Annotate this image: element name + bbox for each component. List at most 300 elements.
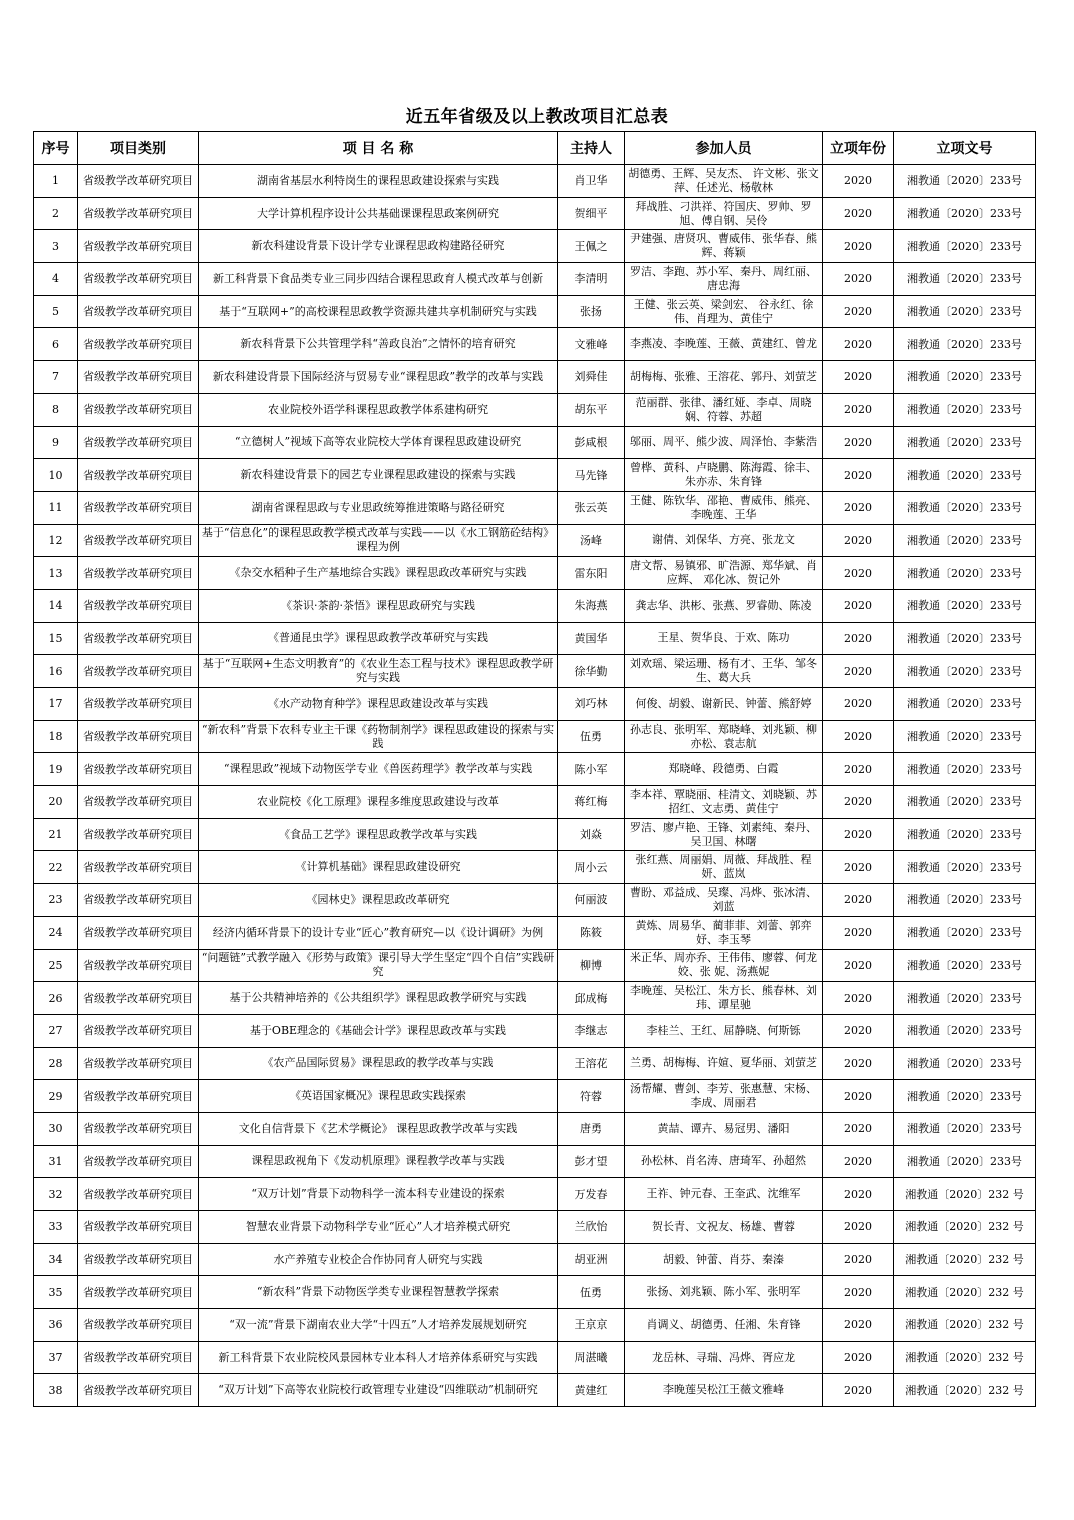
cell-doc-number: 湘教通〔2020〕233号 bbox=[894, 622, 1036, 655]
cell-category: 省级教学改革研究项目 bbox=[78, 589, 199, 622]
cell-year: 2020 bbox=[823, 1047, 894, 1080]
cell-members: 王健、陈钦华、邵艳、曹威伟、熊亮、李晚莲、王华 bbox=[625, 491, 823, 524]
cell-year: 2020 bbox=[823, 655, 894, 688]
cell-doc-number: 湘教通〔2020〕233号 bbox=[894, 459, 1036, 492]
table-row bbox=[34, 263, 1036, 296]
cell-category: 省级教学改革研究项目 bbox=[78, 491, 199, 524]
header-row bbox=[34, 132, 1036, 165]
cell-category: 省级教学改革研究项目 bbox=[78, 459, 199, 492]
cell-members: 李晚莲吴松江王薇文雅峰 bbox=[625, 1374, 823, 1407]
table-body bbox=[34, 165, 1036, 1407]
cell-no: 11 bbox=[34, 491, 78, 524]
cell-members: 唐文帮、易镇邪、旷浩源、郑华斌、肖应辉、 邓化冰、贺记外 bbox=[625, 557, 823, 590]
cell-project-name: 基于OBE理念的《基础会计学》课程思政改革与实践 bbox=[199, 1014, 558, 1047]
cell-members: 李晚莲、吴松江、朱方长、熊春林、刘玮、谭星驰 bbox=[625, 982, 823, 1015]
cell-doc-number: 湘教通〔2020〕233号 bbox=[894, 295, 1036, 328]
cell-doc-number: 湘教通〔2020〕233号 bbox=[894, 230, 1036, 263]
cell-project-name: 基于公共精神培养的《公共组织学》课程思政教学研究与实践 bbox=[199, 982, 558, 1015]
cell-category: 省级教学改革研究项目 bbox=[78, 1112, 199, 1145]
col-header-doc: 立项文号 bbox=[894, 132, 1036, 165]
cell-doc-number: 湘教通〔2020〕233号 bbox=[894, 524, 1036, 557]
cell-year: 2020 bbox=[823, 230, 894, 263]
col-header-members: 参加人员 bbox=[625, 132, 823, 165]
cell-host: 张扬 bbox=[558, 295, 625, 328]
cell-host: 邱成梅 bbox=[558, 982, 625, 1015]
cell-category: 省级教学改革研究项目 bbox=[78, 916, 199, 949]
table-row bbox=[34, 1014, 1036, 1047]
cell-host: 兰欣怡 bbox=[558, 1211, 625, 1244]
table-row bbox=[34, 230, 1036, 263]
cell-host: 唐勇 bbox=[558, 1112, 625, 1145]
cell-no: 37 bbox=[34, 1341, 78, 1374]
cell-project-name: 新农科建设背景下国际经济与贸易专业“课程思政”教学的改革与实践 bbox=[199, 361, 558, 394]
cell-year: 2020 bbox=[823, 1276, 894, 1309]
cell-project-name: 《英语国家概况》课程思政实践探索 bbox=[199, 1080, 558, 1113]
cell-host: 彭咸根 bbox=[558, 426, 625, 459]
cell-year: 2020 bbox=[823, 851, 894, 884]
cell-year: 2020 bbox=[823, 1145, 894, 1178]
cell-no: 2 bbox=[34, 197, 78, 230]
table-row bbox=[34, 688, 1036, 721]
table-row bbox=[34, 1178, 1036, 1211]
cell-members: 王祚、钟元春、王奎武、沈维军 bbox=[625, 1178, 823, 1211]
cell-doc-number: 湘教通〔2020〕232 号 bbox=[894, 1178, 1036, 1211]
cell-category: 省级教学改革研究项目 bbox=[78, 1211, 199, 1244]
cell-members: 黄喆、谭卉、易冠男、潘阳 bbox=[625, 1112, 823, 1145]
cell-doc-number: 湘教通〔2020〕232 号 bbox=[894, 1211, 1036, 1244]
cell-category: 省级教学改革研究项目 bbox=[78, 1276, 199, 1309]
cell-no: 25 bbox=[34, 949, 78, 982]
cell-year: 2020 bbox=[823, 1112, 894, 1145]
cell-category: 省级教学改革研究项目 bbox=[78, 851, 199, 884]
cell-host: 胡东平 bbox=[558, 393, 625, 426]
cell-year: 2020 bbox=[823, 557, 894, 590]
cell-project-name: 湖南省课程思政与专业思政统筹推进策略与路径研究 bbox=[199, 491, 558, 524]
cell-year: 2020 bbox=[823, 491, 894, 524]
table-row bbox=[34, 557, 1036, 590]
cell-project-name: 基于“互联网+生态文明教育”的《农业生态工程与技术》课程思政教学研究与实践 bbox=[199, 655, 558, 688]
cell-no: 19 bbox=[34, 753, 78, 786]
page-title: 近五年省级及以上教改项目汇总表 bbox=[405, 107, 669, 127]
cell-doc-number: 湘教通〔2020〕233号 bbox=[894, 361, 1036, 394]
cell-host: 胡亚洲 bbox=[558, 1243, 625, 1276]
table-row bbox=[34, 1211, 1036, 1244]
cell-host: 伍勇 bbox=[558, 1276, 625, 1309]
cell-members: 张扬、刘兆颖、陈小军、张明军 bbox=[625, 1276, 823, 1309]
cell-category: 省级教学改革研究项目 bbox=[78, 328, 199, 361]
cell-doc-number: 湘教通〔2020〕233号 bbox=[894, 1112, 1036, 1145]
cell-year: 2020 bbox=[823, 361, 894, 394]
col-header-category: 项目类别 bbox=[78, 132, 199, 165]
cell-members: 兰勇、胡梅梅、许媗、夏华丽、刘萤芝 bbox=[625, 1047, 823, 1080]
cell-no: 35 bbox=[34, 1276, 78, 1309]
cell-members: 李本祥、覃晓丽、桂清文、刘晓颖、苏招红、文志勇、黄佳宁 bbox=[625, 786, 823, 819]
cell-members: 胡德勇、王辉、吴友杰、 许文彬、张文萍、任述光、杨敬林 bbox=[625, 165, 823, 198]
cell-project-name: 水产养殖专业校企合作协同育人研究与实践 bbox=[199, 1243, 558, 1276]
cell-doc-number: 湘教通〔2020〕233号 bbox=[894, 589, 1036, 622]
cell-no: 6 bbox=[34, 328, 78, 361]
cell-category: 省级教学改革研究项目 bbox=[78, 1341, 199, 1374]
cell-no: 12 bbox=[34, 524, 78, 557]
cell-project-name: “双万计划”背景下动物科学一流本科专业建设的探索 bbox=[199, 1178, 558, 1211]
cell-doc-number: 湘教通〔2020〕233号 bbox=[894, 1080, 1036, 1113]
cell-host: 李继志 bbox=[558, 1014, 625, 1047]
cell-host: 朱海燕 bbox=[558, 589, 625, 622]
cell-project-name: 智慧农业背景下动物科学专业“匠心”人才培养模式研究 bbox=[199, 1211, 558, 1244]
cell-host: 贺细平 bbox=[558, 197, 625, 230]
cell-doc-number: 湘教通〔2020〕233号 bbox=[894, 688, 1036, 721]
col-header-name: 项 目 名 称 bbox=[199, 132, 558, 165]
cell-host: 黄国华 bbox=[558, 622, 625, 655]
cell-host: 刘舜佳 bbox=[558, 361, 625, 394]
cell-doc-number: 湘教通〔2020〕233号 bbox=[894, 982, 1036, 1015]
cell-category: 省级教学改革研究项目 bbox=[78, 884, 199, 917]
cell-project-name: 大学计算机程序设计公共基础课课程思政案例研究 bbox=[199, 197, 558, 230]
cell-year: 2020 bbox=[823, 393, 894, 426]
cell-project-name: “双一流”背景下湖南农业大学“十四五”人才培养发展规划研究 bbox=[199, 1309, 558, 1342]
cell-no: 1 bbox=[34, 165, 78, 198]
table-row bbox=[34, 295, 1036, 328]
cell-doc-number: 湘教通〔2020〕233号 bbox=[894, 1145, 1036, 1178]
cell-host: 刘焱 bbox=[558, 818, 625, 851]
cell-project-name: “问题链”式教学融入《形势与政策》课引导大学生坚定“四个自信”实践研究 bbox=[199, 949, 558, 982]
cell-project-name: 《计算机基础》课程思政建设研究 bbox=[199, 851, 558, 884]
cell-category: 省级教学改革研究项目 bbox=[78, 197, 199, 230]
cell-project-name: 湖南省基层水利特岗生的课程思政建设探索与实践 bbox=[199, 165, 558, 198]
table-row bbox=[34, 1374, 1036, 1407]
cell-category: 省级教学改革研究项目 bbox=[78, 393, 199, 426]
cell-year: 2020 bbox=[823, 459, 894, 492]
table-row bbox=[34, 753, 1036, 786]
cell-year: 2020 bbox=[823, 1211, 894, 1244]
cell-year: 2020 bbox=[823, 753, 894, 786]
cell-category: 省级教学改革研究项目 bbox=[78, 426, 199, 459]
cell-year: 2020 bbox=[823, 328, 894, 361]
cell-no: 38 bbox=[34, 1374, 78, 1407]
cell-year: 2020 bbox=[823, 818, 894, 851]
cell-members: 拜战胜、刁洪祥、符国庆、罗帅、罗旭、傅自钢、吴伶 bbox=[625, 197, 823, 230]
cell-project-name: 农业院校外语学科课程思政教学体系建构研究 bbox=[199, 393, 558, 426]
cell-category: 省级教学改革研究项目 bbox=[78, 1178, 199, 1211]
cell-category: 省级教学改革研究项目 bbox=[78, 1145, 199, 1178]
table-row bbox=[34, 818, 1036, 851]
cell-host: 雷东阳 bbox=[558, 557, 625, 590]
summary-table bbox=[33, 131, 1036, 1407]
cell-host: 刘巧林 bbox=[558, 688, 625, 721]
cell-year: 2020 bbox=[823, 197, 894, 230]
col-header-host: 主持人 bbox=[558, 132, 625, 165]
cell-members: 王星、贺华良、于欢、陈功 bbox=[625, 622, 823, 655]
cell-year: 2020 bbox=[823, 720, 894, 753]
cell-year: 2020 bbox=[823, 1243, 894, 1276]
cell-year: 2020 bbox=[823, 884, 894, 917]
cell-doc-number: 湘教通〔2020〕233号 bbox=[894, 786, 1036, 819]
cell-members: 胡毅、钟蕾、肖芬、秦溱 bbox=[625, 1243, 823, 1276]
table-row bbox=[34, 1145, 1036, 1178]
cell-project-name: 文化自信背景下《艺术学概论》 课程思政教学改革与实践 bbox=[199, 1112, 558, 1145]
cell-members: 谢倩、刘保华、方亮、张龙文 bbox=[625, 524, 823, 557]
table-row bbox=[34, 393, 1036, 426]
cell-year: 2020 bbox=[823, 688, 894, 721]
cell-project-name: 《园林史》课程思政改革研究 bbox=[199, 884, 558, 917]
cell-project-name: 新农科建设背景下的园艺专业课程思政建设的探索与实践 bbox=[199, 459, 558, 492]
table-row bbox=[34, 655, 1036, 688]
cell-year: 2020 bbox=[823, 1374, 894, 1407]
cell-year: 2020 bbox=[823, 165, 894, 198]
cell-project-name: 农业院校《化工原理》课程多维度思政建设与改革 bbox=[199, 786, 558, 819]
cell-members: 尹建强、唐贤巩、曹威伟、张华春、熊辉、蒋颖 bbox=[625, 230, 823, 263]
cell-doc-number: 湘教通〔2020〕232 号 bbox=[894, 1341, 1036, 1374]
table-row bbox=[34, 197, 1036, 230]
cell-no: 10 bbox=[34, 459, 78, 492]
table-row bbox=[34, 884, 1036, 917]
table-row bbox=[34, 1341, 1036, 1374]
table-row bbox=[34, 589, 1036, 622]
cell-year: 2020 bbox=[823, 295, 894, 328]
cell-members: 龙岳林、寻瑞、冯烨、胥应龙 bbox=[625, 1341, 823, 1374]
cell-doc-number: 湘教通〔2020〕233号 bbox=[894, 165, 1036, 198]
cell-category: 省级教学改革研究项目 bbox=[78, 818, 199, 851]
cell-doc-number: 湘教通〔2020〕233号 bbox=[894, 1047, 1036, 1080]
cell-members: 曹盼、邓益成、吴璨、冯烨、张冰清、刘蓝 bbox=[625, 884, 823, 917]
cell-project-name: 《食品工艺学》课程思政教学改革与实践 bbox=[199, 818, 558, 851]
cell-members: 李桂兰、王红、屈静晓、何斯铄 bbox=[625, 1014, 823, 1047]
cell-members: 罗洁、李跑、苏小军、秦丹、周红丽、唐忠海 bbox=[625, 263, 823, 296]
cell-year: 2020 bbox=[823, 1080, 894, 1113]
cell-category: 省级教学改革研究项目 bbox=[78, 1374, 199, 1407]
table-row bbox=[34, 786, 1036, 819]
cell-members: 米正华、周亦乔、王伟伟、廖蓉、何龙姣、张 妮、汤燕妮 bbox=[625, 949, 823, 982]
cell-category: 省级教学改革研究项目 bbox=[78, 557, 199, 590]
cell-members: 孙松林、肖名涛、唐琦军、孙超然 bbox=[625, 1145, 823, 1178]
cell-no: 7 bbox=[34, 361, 78, 394]
cell-year: 2020 bbox=[823, 1014, 894, 1047]
cell-doc-number: 湘教通〔2020〕233号 bbox=[894, 851, 1036, 884]
cell-project-name: 新农科建设背景下设计学专业课程思政构建路径研究 bbox=[199, 230, 558, 263]
cell-doc-number: 湘教通〔2020〕233号 bbox=[894, 328, 1036, 361]
cell-year: 2020 bbox=[823, 589, 894, 622]
cell-doc-number: 湘教通〔2020〕233号 bbox=[894, 753, 1036, 786]
cell-host: 王京京 bbox=[558, 1309, 625, 1342]
cell-doc-number: 湘教通〔2020〕233号 bbox=[894, 884, 1036, 917]
table-row bbox=[34, 1243, 1036, 1276]
cell-members: 龚志华、洪彬、张燕、罗睿勋、陈凌 bbox=[625, 589, 823, 622]
cell-year: 2020 bbox=[823, 524, 894, 557]
cell-category: 省级教学改革研究项目 bbox=[78, 295, 199, 328]
cell-project-name: 《杂交水稻种子生产基地综合实践》课程思政改革研究与实践 bbox=[199, 557, 558, 590]
cell-category: 省级教学改革研究项目 bbox=[78, 230, 199, 263]
cell-members: 罗洁、廖卢艳、王锋、刘素纯、秦丹、吴卫国、林曙 bbox=[625, 818, 823, 851]
cell-host: 张云英 bbox=[558, 491, 625, 524]
cell-no: 13 bbox=[34, 557, 78, 590]
col-header-year: 立项年份 bbox=[823, 132, 894, 165]
cell-year: 2020 bbox=[823, 263, 894, 296]
cell-host: 马先锋 bbox=[558, 459, 625, 492]
cell-doc-number: 湘教通〔2020〕233号 bbox=[894, 557, 1036, 590]
cell-members: 汤帮耀、曹剑、李芳、张惠慧、宋杨、李成、周丽君 bbox=[625, 1080, 823, 1113]
cell-doc-number: 湘教通〔2020〕232 号 bbox=[894, 1243, 1036, 1276]
table-row bbox=[34, 982, 1036, 1015]
cell-project-name: “双万计划”下高等农业院校行政管理专业建设“四维联动”机制研究 bbox=[199, 1374, 558, 1407]
cell-doc-number: 湘教通〔2020〕233号 bbox=[894, 197, 1036, 230]
cell-doc-number: 湘教通〔2020〕233号 bbox=[894, 655, 1036, 688]
cell-no: 36 bbox=[34, 1309, 78, 1342]
table-row bbox=[34, 328, 1036, 361]
cell-year: 2020 bbox=[823, 949, 894, 982]
cell-no: 29 bbox=[34, 1080, 78, 1113]
cell-doc-number: 湘教通〔2020〕232 号 bbox=[894, 1374, 1036, 1407]
cell-category: 省级教学改革研究项目 bbox=[78, 1014, 199, 1047]
cell-host: 徐华勤 bbox=[558, 655, 625, 688]
cell-host: 何丽波 bbox=[558, 884, 625, 917]
cell-year: 2020 bbox=[823, 622, 894, 655]
cell-doc-number: 湘教通〔2020〕233号 bbox=[894, 720, 1036, 753]
cell-members: 黄炼、周易华、蔺菲菲、刘蕾、郭弈妤、李玉琴 bbox=[625, 916, 823, 949]
cell-project-name: 《农产品国际贸易》课程思政的教学改革与实践 bbox=[199, 1047, 558, 1080]
cell-members: 胡梅梅、张雅、王溶花、郭丹、刘萤芝 bbox=[625, 361, 823, 394]
cell-doc-number: 湘教通〔2020〕233号 bbox=[894, 491, 1036, 524]
cell-year: 2020 bbox=[823, 1309, 894, 1342]
cell-project-name: 课程思政视角下《发动机原理》课程教学改革与实践 bbox=[199, 1145, 558, 1178]
cell-host: 黄建红 bbox=[558, 1374, 625, 1407]
cell-project-name: “课程思政”视域下动物医学专业《兽医药理学》教学改革与实践 bbox=[199, 753, 558, 786]
cell-project-name: “立德树人”视域下高等农业院校大学体育课程思政建设研究 bbox=[199, 426, 558, 459]
cell-category: 省级教学改革研究项目 bbox=[78, 655, 199, 688]
cell-members: 郑晓峰、段德勇、白霞 bbox=[625, 753, 823, 786]
cell-category: 省级教学改革研究项目 bbox=[78, 786, 199, 819]
cell-host: 李清明 bbox=[558, 263, 625, 296]
cell-host: 周湛曦 bbox=[558, 1341, 625, 1374]
cell-members: 范丽群、张律、潘红娅、李卓、周晓娴、符蓉、苏超 bbox=[625, 393, 823, 426]
cell-category: 省级教学改革研究项目 bbox=[78, 1080, 199, 1113]
table-row bbox=[34, 459, 1036, 492]
cell-no: 22 bbox=[34, 851, 78, 884]
table-row bbox=[34, 916, 1036, 949]
cell-year: 2020 bbox=[823, 786, 894, 819]
cell-doc-number: 湘教通〔2020〕233号 bbox=[894, 818, 1036, 851]
table-row bbox=[34, 524, 1036, 557]
cell-year: 2020 bbox=[823, 426, 894, 459]
cell-doc-number: 湘教通〔2020〕232 号 bbox=[894, 1276, 1036, 1309]
table-row bbox=[34, 361, 1036, 394]
cell-host: 蒋红梅 bbox=[558, 786, 625, 819]
cell-no: 34 bbox=[34, 1243, 78, 1276]
cell-members: 刘欢瑶、梁运珊、杨有才、王华、邹冬生、葛大兵 bbox=[625, 655, 823, 688]
cell-no: 14 bbox=[34, 589, 78, 622]
cell-no: 20 bbox=[34, 786, 78, 819]
table-row bbox=[34, 1276, 1036, 1309]
cell-no: 9 bbox=[34, 426, 78, 459]
cell-no: 21 bbox=[34, 818, 78, 851]
cell-host: 彭才望 bbox=[558, 1145, 625, 1178]
table-row bbox=[34, 426, 1036, 459]
cell-category: 省级教学改革研究项目 bbox=[78, 361, 199, 394]
cell-members: 李燕凌、李晚莲、王薇、黄建红、曾龙 bbox=[625, 328, 823, 361]
cell-category: 省级教学改革研究项目 bbox=[78, 753, 199, 786]
cell-host: 汤峰 bbox=[558, 524, 625, 557]
cell-category: 省级教学改革研究项目 bbox=[78, 524, 199, 557]
cell-no: 30 bbox=[34, 1112, 78, 1145]
table-row bbox=[34, 491, 1036, 524]
cell-no: 18 bbox=[34, 720, 78, 753]
cell-host: 肖卫华 bbox=[558, 165, 625, 198]
cell-category: 省级教学改革研究项目 bbox=[78, 1243, 199, 1276]
cell-host: 柳博 bbox=[558, 949, 625, 982]
cell-doc-number: 湘教通〔2020〕233号 bbox=[894, 263, 1036, 296]
cell-no: 8 bbox=[34, 393, 78, 426]
cell-category: 省级教学改革研究项目 bbox=[78, 1309, 199, 1342]
cell-year: 2020 bbox=[823, 1178, 894, 1211]
table-row bbox=[34, 1112, 1036, 1145]
cell-no: 5 bbox=[34, 295, 78, 328]
cell-no: 31 bbox=[34, 1145, 78, 1178]
cell-project-name: 新工科背景下农业院校风景园林专业本科人才培养体系研究与实践 bbox=[199, 1341, 558, 1374]
cell-category: 省级教学改革研究项目 bbox=[78, 720, 199, 753]
cell-project-name: 《茶识·茶韵·茶悟》课程思政研究与实践 bbox=[199, 589, 558, 622]
cell-category: 省级教学改革研究项目 bbox=[78, 263, 199, 296]
cell-no: 23 bbox=[34, 884, 78, 917]
cell-host: 文雅峰 bbox=[558, 328, 625, 361]
cell-no: 4 bbox=[34, 263, 78, 296]
cell-doc-number: 湘教通〔2020〕233号 bbox=[894, 426, 1036, 459]
table-row bbox=[34, 949, 1036, 982]
cell-project-name: 《普通昆虫学》课程思政教学改革研究与实践 bbox=[199, 622, 558, 655]
cell-host: 周小云 bbox=[558, 851, 625, 884]
cell-no: 32 bbox=[34, 1178, 78, 1211]
cell-project-name: 新工科背景下食品类专业三同步四结合课程思政育人模式改革与创新 bbox=[199, 263, 558, 296]
cell-host: 万发春 bbox=[558, 1178, 625, 1211]
cell-no: 17 bbox=[34, 688, 78, 721]
cell-category: 省级教学改革研究项目 bbox=[78, 982, 199, 1015]
cell-no: 3 bbox=[34, 230, 78, 263]
cell-no: 27 bbox=[34, 1014, 78, 1047]
table-row bbox=[34, 1047, 1036, 1080]
table-row bbox=[34, 851, 1036, 884]
table-row bbox=[34, 165, 1036, 198]
cell-year: 2020 bbox=[823, 1341, 894, 1374]
cell-host: 王溶花 bbox=[558, 1047, 625, 1080]
cell-doc-number: 湘教通〔2020〕232 号 bbox=[894, 1309, 1036, 1342]
cell-no: 15 bbox=[34, 622, 78, 655]
cell-host: 陈筱 bbox=[558, 916, 625, 949]
table-row bbox=[34, 1309, 1036, 1342]
cell-no: 26 bbox=[34, 982, 78, 1015]
cell-host: 伍勇 bbox=[558, 720, 625, 753]
cell-project-name: “新农科”背景下农科专业主干课《药物制剂学》课程思政建设的探索与实践 bbox=[199, 720, 558, 753]
table-row bbox=[34, 1080, 1036, 1113]
cell-category: 省级教学改革研究项目 bbox=[78, 688, 199, 721]
cell-no: 16 bbox=[34, 655, 78, 688]
col-header-no: 序号 bbox=[34, 132, 78, 165]
cell-doc-number: 湘教通〔2020〕233号 bbox=[894, 949, 1036, 982]
table-row bbox=[34, 720, 1036, 753]
cell-year: 2020 bbox=[823, 916, 894, 949]
cell-project-name: 基于“信息化”的课程思政教学模式改革与实践——以《水工钢筋砼结构》课程为例 bbox=[199, 524, 558, 557]
cell-project-name: 基于“互联网+”的高校课程思政教学资源共建共享机制研究与实践 bbox=[199, 295, 558, 328]
cell-members: 贺长青、文祝友、杨雄、曹蓉 bbox=[625, 1211, 823, 1244]
cell-project-name: 新农科背景下公共管理学科“善政良治”之情怀的培育研究 bbox=[199, 328, 558, 361]
cell-doc-number: 湘教通〔2020〕233号 bbox=[894, 916, 1036, 949]
cell-category: 省级教学改革研究项目 bbox=[78, 1047, 199, 1080]
cell-category: 省级教学改革研究项目 bbox=[78, 165, 199, 198]
cell-project-name: 经济内循环背景下的设计专业“匠心”教育研究—以《设计调研》为例 bbox=[199, 916, 558, 949]
cell-no: 24 bbox=[34, 916, 78, 949]
cell-project-name: “新农科”背景下动物医学类专业课程智慧教学探索 bbox=[199, 1276, 558, 1309]
cell-members: 何俊、胡毅、谢新民、钟蕾、熊舒婷 bbox=[625, 688, 823, 721]
cell-members: 邬丽、周平、熊少波、周泽怡、李紫浩 bbox=[625, 426, 823, 459]
cell-year: 2020 bbox=[823, 982, 894, 1015]
cell-category: 省级教学改革研究项目 bbox=[78, 622, 199, 655]
